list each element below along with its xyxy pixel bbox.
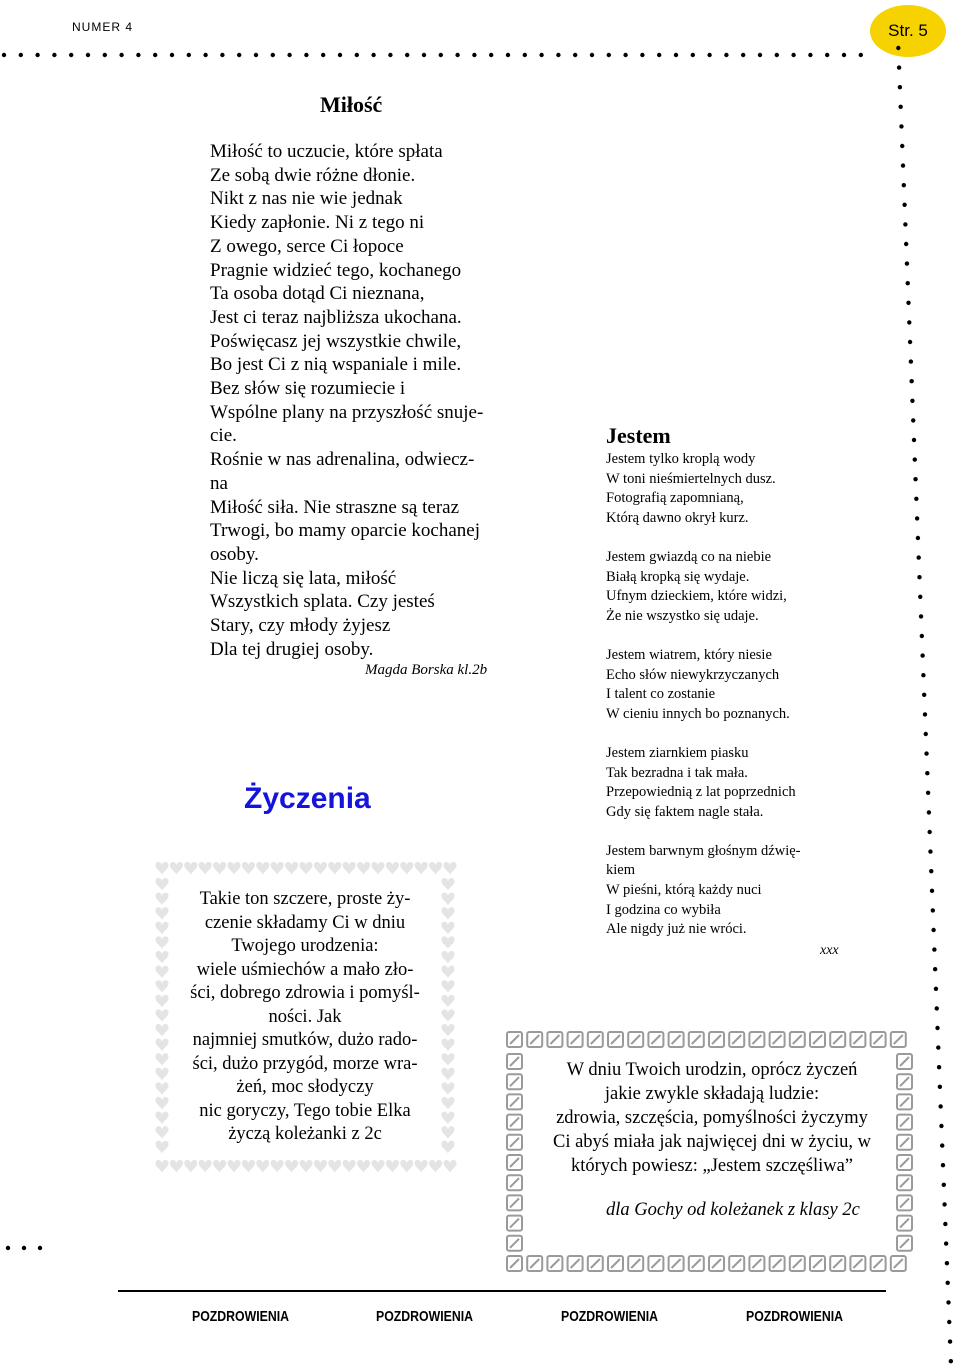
text-line: Jestem gwiazdą co na niebie bbox=[606, 548, 772, 565]
text-line: Fotografią zapomnianą, bbox=[606, 490, 744, 507]
stanza bbox=[606, 842, 846, 940]
footer-label: POZDROWIENIA bbox=[192, 1308, 290, 1325]
text-line: Stary, czy młody żyjesz bbox=[210, 615, 391, 637]
text-line: Kiedy zapłonie. Ni z tego ni bbox=[210, 212, 425, 234]
text-line: Tak bezradna i tak mała. bbox=[606, 764, 748, 781]
text-line: zdrowia, szczęścia, pomyślności życzymy bbox=[556, 1108, 868, 1128]
text-line: Nie liczą się lata, miłość bbox=[210, 567, 397, 589]
text-line: cie. bbox=[210, 425, 237, 447]
text-line: żeń, moc słodyczy bbox=[236, 1077, 374, 1097]
text-line: Ufnym dzieckiem, które widzi, bbox=[606, 588, 787, 605]
text-line: Dla tej drugiej osoby. bbox=[210, 638, 374, 660]
text-line: osoby. bbox=[210, 543, 259, 565]
text-line: Ze sobą dwie różne dłonie. bbox=[210, 164, 416, 186]
text-line: Twojego urodzenia: bbox=[231, 936, 379, 956]
text-line: Ale nigdy już nie wróci. bbox=[606, 921, 747, 938]
birthday-wishes-text bbox=[527, 1058, 897, 1178]
text-line: kiem bbox=[606, 862, 635, 879]
wishes-title: Życzenia bbox=[244, 782, 371, 815]
text-line: Pragnie widzieć tego, kochanego bbox=[210, 259, 462, 281]
text-line: Białą kropką się wydaje. bbox=[606, 568, 750, 585]
text-line: W dniu Twoich urodzin, oprócz życzeń bbox=[566, 1060, 858, 1080]
text-line: Jestem wiatrem, który niesie bbox=[606, 646, 772, 663]
stanza bbox=[606, 450, 846, 528]
text-line: Wspólne plany na przyszłość snuje- bbox=[210, 401, 484, 423]
poem-milosc bbox=[210, 140, 515, 661]
text-line: Jestem ziarnkiem piasku bbox=[606, 744, 749, 761]
text-line: Którą dawno okrył kurz. bbox=[606, 509, 749, 526]
text-line: Trwogi, bo mamy oparcie kochanej bbox=[210, 520, 480, 542]
issue-number: NUMER 4 bbox=[72, 20, 134, 34]
text-line: I talent co zostanie bbox=[606, 686, 716, 703]
stanza bbox=[606, 548, 846, 626]
text-line: nic goryczy, Tego tobie Elka bbox=[199, 1100, 411, 1121]
text-line: W toni nieśmiertelnych dusz. bbox=[606, 470, 776, 487]
text-line: I godzina co wybiła bbox=[606, 901, 721, 918]
ellipsis-dots bbox=[0, 1240, 50, 1256]
text-line: Takie ton szczere, proste ży- bbox=[199, 889, 411, 909]
text-line: jakie zwykle składają ludzie: bbox=[604, 1084, 820, 1104]
text-line: wiele uśmiechów a mało zło- bbox=[196, 959, 414, 980]
text-line: których powiesz: „Jestem szczęśliwa” bbox=[570, 1156, 854, 1176]
poem-jestem-author: xxx bbox=[820, 943, 839, 958]
wishes-text bbox=[180, 888, 430, 1147]
poem-title-milosc: Miłość bbox=[320, 92, 383, 117]
text-line: W pieśni, którą każdy nuci bbox=[606, 882, 762, 899]
text-line: ści, dużo przygód, morze wra- bbox=[192, 1053, 418, 1074]
footer-label: POZDROWIENIA bbox=[376, 1308, 474, 1325]
text-line: Gdy się faktem nagle stała. bbox=[606, 803, 764, 820]
text-line: czenie składamy Ci w dniu bbox=[204, 912, 406, 933]
stanza bbox=[606, 744, 846, 822]
text-line: Miłość to uczucie, które spłata bbox=[210, 141, 443, 162]
page-number: Str. 5 bbox=[888, 21, 928, 40]
text-line: Nikt z nas nie wie jednak bbox=[210, 188, 403, 210]
poem-title-jestem: Jestem bbox=[606, 423, 671, 448]
text-line: Poświęcasz jej wszystkie chwile, bbox=[210, 330, 462, 352]
text-line: ności. Jak bbox=[268, 1006, 342, 1027]
text-line: ści, dobrego zdrowia i pomyśl- bbox=[190, 983, 420, 1003]
footer-rule bbox=[118, 1290, 886, 1292]
text-line: Miłość siła. Nie straszne są teraz bbox=[210, 496, 460, 518]
footer-label: POZDROWIENIA bbox=[746, 1308, 844, 1325]
text-line: Ta osoba dotąd Ci nieznana, bbox=[210, 283, 425, 305]
poem-author: Magda Borska kl.2b bbox=[365, 662, 488, 678]
text-line: Wszystkich splata. Czy jesteś bbox=[210, 591, 435, 613]
text-line: Jestem barwnym głośnym dźwię- bbox=[606, 842, 801, 859]
text-line: życzą koleżanki z 2c bbox=[228, 1124, 382, 1144]
text-line: Jest ci teraz najbliższa ukochana. bbox=[210, 306, 462, 328]
text-line: najmniej smutków, dużo rado- bbox=[192, 1030, 418, 1050]
text-line: W cieniu innych bo poznanych. bbox=[606, 705, 790, 722]
text-line: Rośnie w nas adrenalina, odwiecz- bbox=[210, 449, 475, 471]
text-line: Że nie wszystko się udaje. bbox=[606, 607, 759, 624]
stanza bbox=[606, 646, 846, 724]
text-line: na bbox=[210, 472, 228, 494]
text-line: Echo słów niewykrzyczanych bbox=[606, 666, 780, 683]
text-line: Bez słów się rozumiecie i bbox=[210, 378, 406, 400]
text-line: Przepowiednią z lat poprzednich bbox=[606, 784, 796, 801]
poem-jestem bbox=[606, 450, 846, 959]
birthday-wishes-author: dla Gochy od koleżanek z klasy 2c bbox=[606, 1200, 860, 1220]
text-line: Ci abyś miała jak najwięcej dni w życiu, w bbox=[552, 1132, 871, 1152]
dotted-border-top bbox=[0, 48, 870, 62]
footer-label: POZDROWIENIA bbox=[561, 1308, 659, 1325]
text-line: Bo jest Ci z nią wspaniale i mile. bbox=[210, 354, 462, 376]
text-line: Z owego, serce Ci łopoce bbox=[210, 235, 404, 257]
text-line: Jestem tylko kroplą wody bbox=[606, 451, 756, 467]
